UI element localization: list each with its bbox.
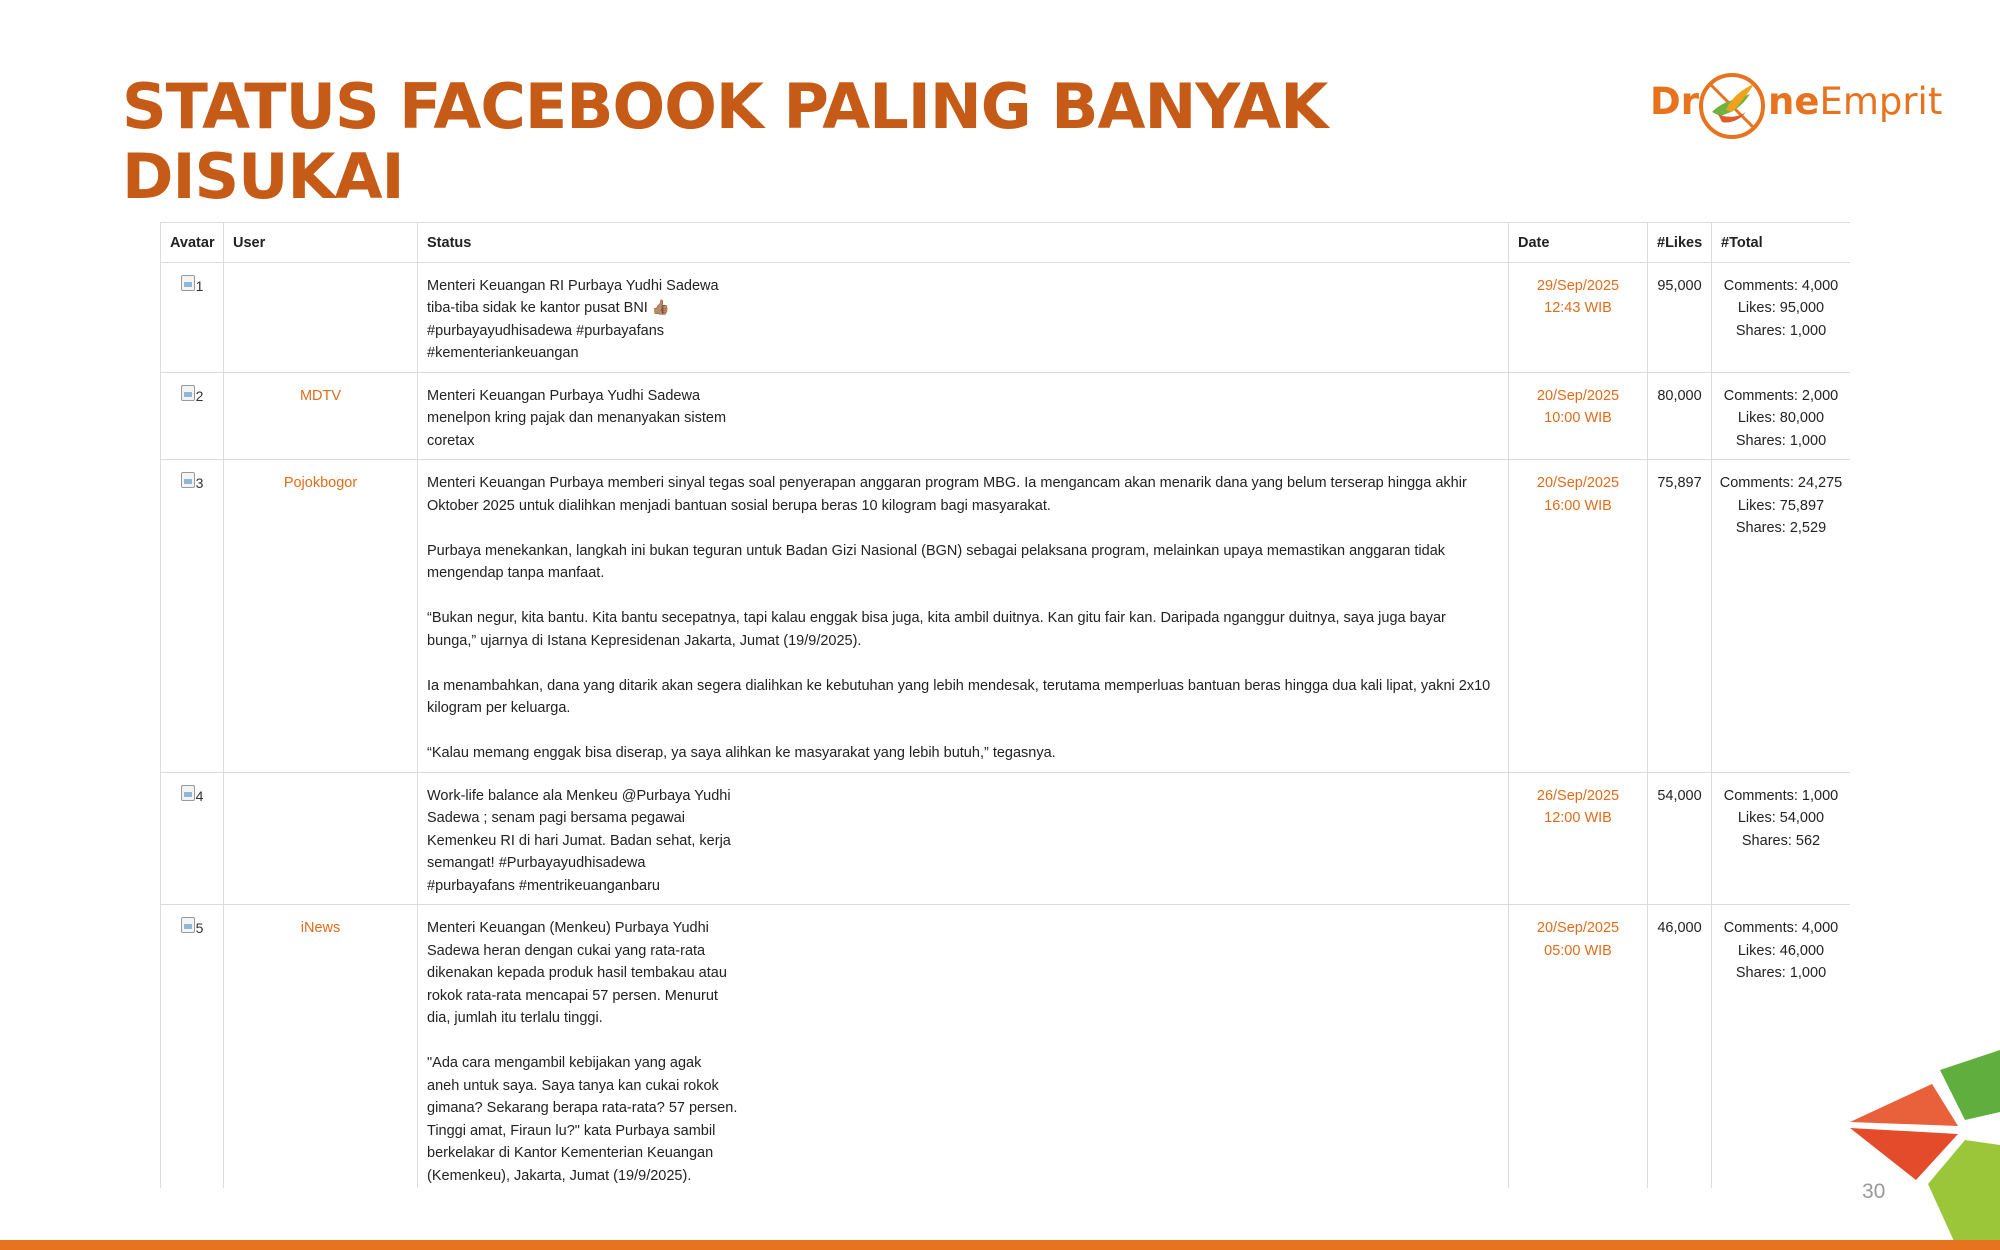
status-cell: Menteri Keuangan (Menkeu) Purbaya Yudhi Sadewa heran dengan cukai yang rata-rata dikenakan kepada produk hasil tembakau atau rokok rata-rata mencapai 57 persen. Menurut dia, jumlah itu terlalu tinggi. "Ada cara mengambil kebijakan yang agak aneh untuk saya. Saya tanya kan cukai rokok gimana? Sekarang berapa rata-rata? 57 persen. Tinggi amat, Firaun lu?" kata Purbaya sambil berkelakar di Kantor Kementerian Keuangan (Kemenkeu), Jakarta, Jumat (19/9/2025). xyxy=(418,905,1509,1189)
avatar-cell xyxy=(161,905,224,1189)
column-header-user[interactable]: User xyxy=(224,223,418,263)
avatar-alt-text: 1 xyxy=(195,277,204,294)
total-cell: Comments: 4,000 Likes: 46,000 Shares: 1,000 xyxy=(1712,905,1851,1189)
table-row xyxy=(161,905,1851,1189)
broken-image-icon xyxy=(181,385,195,401)
table-row xyxy=(161,772,1851,905)
user-cell[interactable]: iNews xyxy=(224,905,418,1189)
user-cell[interactable] xyxy=(224,772,418,905)
table-row xyxy=(161,372,1851,460)
logo-text-emprit: Emprit xyxy=(1819,80,1943,123)
table-header-row xyxy=(161,223,1851,263)
avatar-cell xyxy=(161,460,224,773)
likes-cell: 54,000 xyxy=(1648,772,1712,905)
total-cell: Comments: 1,000 Likes: 54,000 Shares: 562 xyxy=(1712,772,1851,905)
avatar-cell xyxy=(161,372,224,460)
corner-decoration xyxy=(1840,1050,2000,1250)
table-row xyxy=(161,262,1851,372)
total-cell: Comments: 24,275 Likes: 75,897 Shares: 2,529 xyxy=(1712,460,1851,773)
date-cell[interactable]: 20/Sep/2025 10:00 WIB xyxy=(1509,372,1648,460)
drone-emprit-logo xyxy=(1648,70,1943,142)
broken-image-icon xyxy=(181,917,195,933)
column-header-status[interactable]: Status xyxy=(418,223,1509,263)
status-cell: Menteri Keuangan Purbaya Yudhi Sadewa menelpon kring pajak dan menanyakan sistem coretax xyxy=(418,372,1509,460)
user-cell[interactable] xyxy=(224,262,418,372)
status-table xyxy=(160,222,1850,1188)
likes-cell: 75,897 xyxy=(1648,460,1712,773)
status-table-container[interactable] xyxy=(160,222,1850,1188)
logo-text-ne-emprit xyxy=(1768,82,1942,122)
broken-image-icon xyxy=(181,472,195,488)
column-header-avatar[interactable]: Avatar xyxy=(161,223,224,263)
avatar[interactable] xyxy=(181,385,204,408)
slide-title: STATUS FACEBOOK PALING BANYAK DISUKAI xyxy=(122,70,1328,213)
status-cell: Menteri Keuangan RI Purbaya Yudhi Sadewa tiba-tiba sidak ke kantor pusat BNI 👍🏽 #purbayayudhisadewa #purbayafans #kementeriankeuangan xyxy=(418,262,1509,372)
user-cell[interactable]: MDTV xyxy=(224,372,418,460)
avatar-alt-text: 5 xyxy=(195,920,204,936)
avatar-alt-text: 4 xyxy=(195,787,204,804)
logo-bird-icon xyxy=(1696,70,1768,142)
column-header-date[interactable]: Date xyxy=(1509,223,1648,263)
column-header-likes[interactable]: #Likes xyxy=(1648,223,1712,263)
avatar[interactable] xyxy=(181,472,204,495)
likes-cell: 46,000 xyxy=(1648,905,1712,1189)
avatar[interactable] xyxy=(181,275,204,298)
logo-text-dr: Dr xyxy=(1650,80,1699,123)
user-cell[interactable]: Pojokbogor xyxy=(224,460,418,773)
table-row xyxy=(161,460,1851,773)
total-cell: Comments: 2,000 Likes: 80,000 Shares: 1,000 xyxy=(1712,372,1851,460)
column-header-total[interactable]: #Total xyxy=(1712,223,1851,263)
avatar-alt-text: 3 xyxy=(195,475,204,491)
status-cell: Menteri Keuangan Purbaya memberi sinyal tegas soal penyerapan anggaran program MBG. Ia mengancam akan menarik dana yang belum terserap hingga akhir Oktober 2025 untuk dialihkan menjadi bantuan sosial berupa beras 10 kilogram bagi masyarakat. Purbaya menekankan, langkah ini bukan teguran untuk Badan Gizi Nasional (BGN) sebagai pelaksana program, melainkan upaya memastikan anggaran tidak mengendap tanpa manfaat. “Bukan negur, kita bantu. Kita bantu secepatnya, tapi kalau enggak bisa juga, kita ambil duitnya. Kan gitu fair kan. Daripada nganggur duitnya, saya juga bayar bunga,” ujarnya di Istana Kepresidenan Jakarta, Jumat (19/9/2025). Ia menambahkan, dana yang ditarik akan segera dialihkan ke kebutuhan yang lebih mendesak, terutama memperluas bantuan beras hingga dua kali lipat, yakni 2x10 kilogram per keluarga. “Kalau memang enggak bisa diserap, ya saya alihkan ke masyarakat yang lebih butuh,” tegasnya. xyxy=(418,460,1509,773)
likes-cell: 95,000 xyxy=(1648,262,1712,372)
status-cell: Work-life balance ala Menkeu @Purbaya Yudhi Sadewa ; senam pagi bersama pegawai Kemenkeu RI di hari Jumat. Badan sehat, kerja semangat! #Purbayayudhisadewa #purbayafans #mentrikeuanganbaru xyxy=(418,772,1509,905)
logo-text-ne: ne xyxy=(1768,80,1820,123)
total-cell: Comments: 4,000 Likes: 95,000 Shares: 1,000 xyxy=(1712,262,1851,372)
date-cell[interactable]: 20/Sep/2025 05:00 WIB xyxy=(1509,905,1648,1189)
avatar-alt-text: 2 xyxy=(195,387,204,404)
bottom-accent-bar xyxy=(0,1240,2000,1250)
date-cell[interactable]: 26/Sep/2025 12:00 WIB xyxy=(1509,772,1648,905)
broken-image-icon xyxy=(181,785,195,801)
page-number: 30 xyxy=(1862,1180,1886,1203)
avatar[interactable] xyxy=(181,917,204,940)
date-cell[interactable]: 20/Sep/2025 16:00 WIB xyxy=(1509,460,1648,773)
avatar-cell xyxy=(161,772,224,905)
likes-cell: 80,000 xyxy=(1648,372,1712,460)
broken-image-icon xyxy=(181,275,195,291)
avatar-cell xyxy=(161,262,224,372)
avatar[interactable] xyxy=(181,785,204,808)
date-cell[interactable]: 29/Sep/2025 12:43 WIB xyxy=(1509,262,1648,372)
